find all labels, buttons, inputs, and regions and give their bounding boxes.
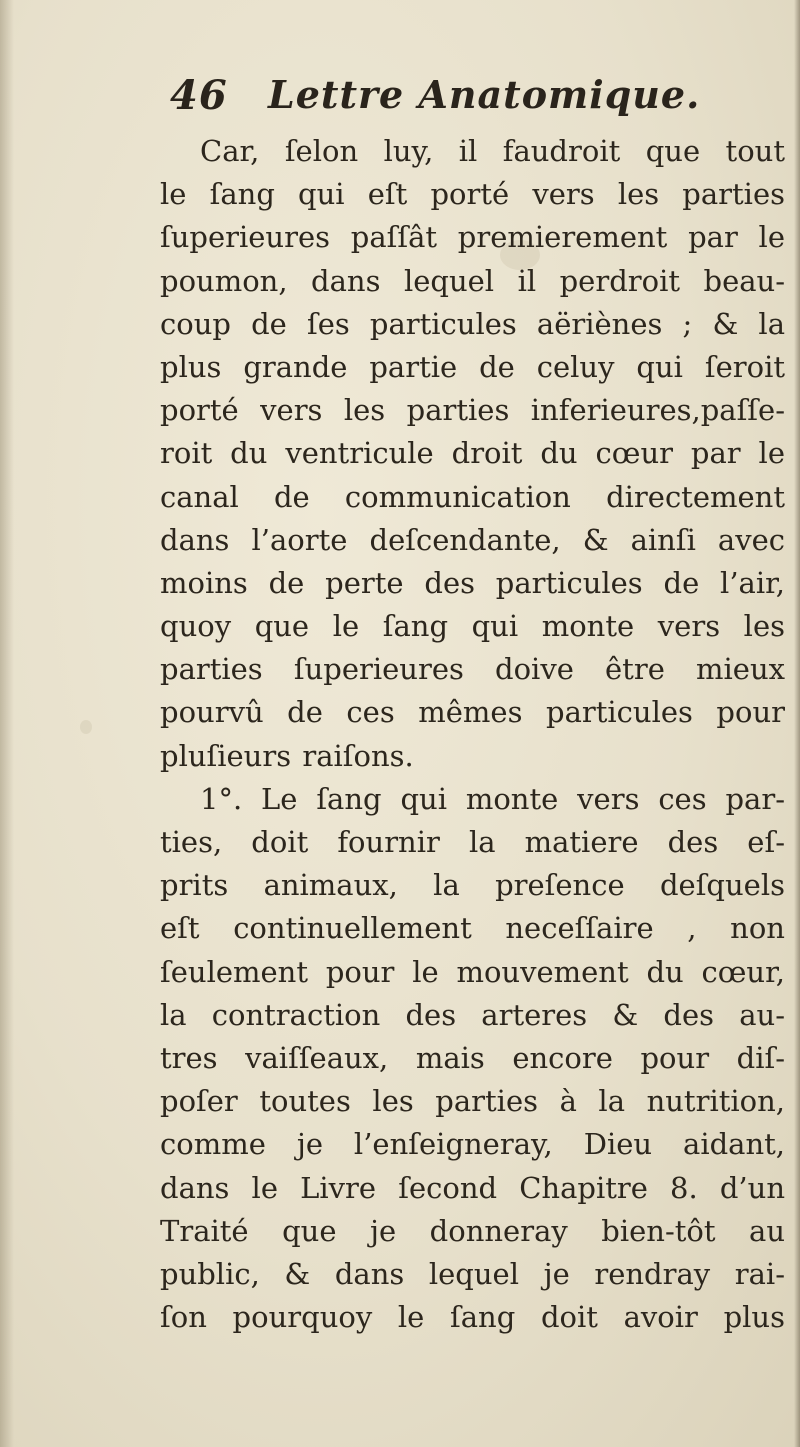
text-line: porté vers les parties inferieures,paſſe- [160, 393, 785, 428]
text-line: pluſieurs raiſons. [160, 738, 414, 773]
text-line: moins de perte des particules de l’air, [160, 565, 785, 600]
text-line: prits animaux, la preſence deſquels [160, 868, 785, 903]
paper-stain [80, 720, 92, 734]
text-line: dans le Livre ſecond Chapitre 8. d’un [160, 1170, 785, 1205]
text-line: eſt continuellement neceſſaire , non [160, 911, 785, 946]
text-line: coup de ſes particules aëriènes ; & la [160, 306, 785, 341]
text-line: roit du ventricule droit du cœur par le [160, 436, 785, 471]
text-line: public, & dans lequel je rendray rai- [160, 1256, 785, 1291]
text-line: pourvû de ces mêmes particules pour [160, 695, 785, 730]
text-line: Car, ſelon luy, il faudroit que tout [200, 134, 785, 168]
body-text [160, 130, 785, 1339]
page-header [170, 72, 730, 128]
text-line: la contraction des arteres & des au- [160, 997, 785, 1032]
text-line: comme je l’enſeigneray, Dieu aidant, [160, 1127, 785, 1162]
text-line: Traité que je donneray bien-tôt au [160, 1213, 785, 1248]
running-title: Lettre Anatomique. [268, 72, 701, 117]
text-line: poſer toutes les parties à la nutrition, [160, 1084, 785, 1119]
text-line: ties, doit fournir la matiere des eſ- [160, 825, 785, 859]
text-line: poumon, dans lequel il perdroit beau- [160, 263, 785, 298]
gutter-shadow [0, 0, 14, 1447]
page-number: 46 [170, 72, 228, 119]
text-line: ſon pourquoy le ſang doit avoir plus [160, 1300, 785, 1335]
text-line: parties ſuperieures doive être mieux [160, 652, 785, 687]
text-line: dans l’aorte deſcendante, & ainſi avec [160, 522, 785, 557]
text-line: le ſang qui eſt porté vers les parties [160, 177, 785, 212]
text-line: ſeulement pour le mouvement du cœur, [160, 954, 785, 989]
text-line: plus grande partie de celuy qui ſeroit [160, 349, 785, 384]
text-line: 1°. Le ſang qui monte vers ces par- [200, 781, 785, 816]
text-line: canal de communication directement [160, 479, 785, 514]
page-edge [794, 0, 800, 1447]
text-line: quoy que le ſang qui monte vers les [160, 609, 785, 644]
text-line: tres vaiſſeaux, mais encore pour diſ- [160, 1040, 785, 1075]
text-line: ſuperieures paſſât premierement par le [160, 220, 785, 255]
